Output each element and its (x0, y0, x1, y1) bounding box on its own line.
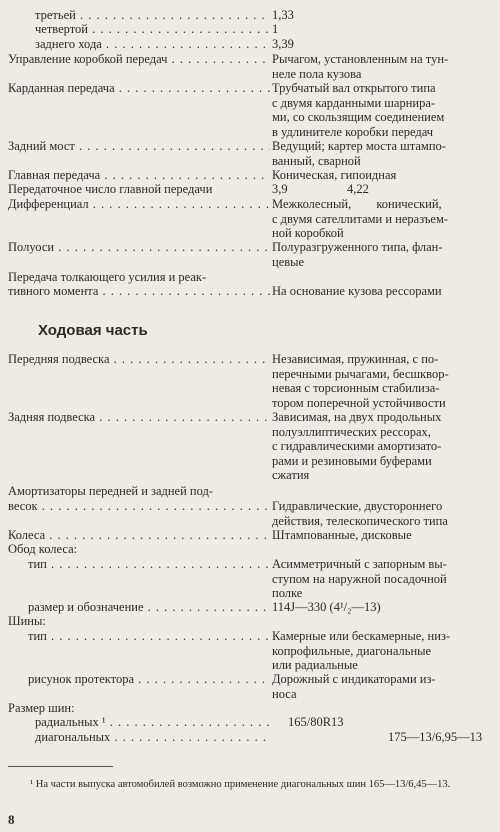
value-line: 165/80R13 (288, 715, 344, 729)
value-line: 175—13/6,95—13 (388, 730, 483, 744)
section-title: Ходовая часть (38, 322, 148, 339)
value-line: Трубчатый вал открытого типа (272, 81, 436, 95)
spec-value (272, 499, 492, 528)
spec-label: Передача толкающего усилия и реак- (8, 270, 207, 284)
value-line: полуэллиптических рессорах, (272, 424, 431, 439)
spec-value (272, 81, 492, 139)
spec-value (272, 8, 492, 23)
spec-label: радиальных ¹ . . . (35, 715, 270, 730)
spec-label: Карданная передача . . . (8, 81, 270, 96)
value-item: 4,22 (347, 182, 369, 196)
value-line: 114J—330 (4¹/₂—13) (272, 600, 381, 614)
value-line: 1 (272, 22, 279, 36)
value-line: Дорожный с индикаторами из- (272, 672, 436, 686)
value-line: Зависимая, на двух продольных (272, 410, 442, 424)
value-line: ной коробкой (272, 226, 344, 240)
spec-value (272, 37, 492, 52)
value-line: копрофильные, диагональные (272, 643, 432, 658)
value-line: Гидравлические, двустороннего (272, 499, 443, 513)
spec-value (272, 715, 492, 730)
spec-label: Дифференциал . . . (8, 197, 270, 212)
spec-label: Колеса . . . (8, 528, 270, 543)
value-line: Независимая, пружинная, с по- (272, 352, 439, 366)
spec-label: рисунок протектора . . . (28, 672, 270, 687)
value-item: 3,9 (272, 182, 288, 196)
value-line: Камерные или бескамерные, низ- (272, 629, 451, 643)
spec-label: Задняя подвеска . . . (8, 410, 270, 425)
value-line: в удлинителе коробки передач (272, 124, 434, 139)
spec-label: Передняя подвеска . . . (8, 352, 270, 367)
value-line: с гидравлическими амортизато- (272, 439, 442, 453)
spec-label: заднего хода . . . (35, 37, 270, 52)
spec-label: Задний мост . . . (8, 139, 270, 154)
value-line: или радиальные (272, 658, 358, 672)
value-line: действия, телескопического типа (272, 513, 448, 528)
spec-value (272, 352, 492, 410)
spec-label: Шины: (8, 614, 46, 628)
spec-value (272, 240, 492, 269)
value-line: Ведущий; картер моста штампо- (272, 139, 446, 153)
spec-value (272, 600, 492, 615)
value-line: с двумя карданными шарнира- (272, 95, 436, 110)
value-line: ступом на наружной посадочной (272, 571, 447, 586)
spec-value (272, 557, 492, 601)
spec-label: третьей . . . (35, 8, 270, 23)
value-line: ванный, сварной (272, 153, 361, 168)
value-line: цевые (272, 254, 305, 269)
value-line: с двумя сателлитами и неразъем- (272, 211, 449, 226)
spec-label: Управление коробкой передач . . . (8, 52, 270, 67)
value-line: рами и резиновыми буферами (272, 453, 432, 468)
value-line: Рычагом, установленным на тун- (272, 52, 449, 66)
value-line: невая с торсионным стабилиза- (272, 381, 440, 395)
spec-label: тип . . . (28, 629, 270, 644)
value-line: Штампованные, дисковые (272, 528, 412, 542)
spec-label: Полуоси . . . (8, 240, 270, 255)
spec-value (272, 629, 492, 673)
spec-value (272, 410, 492, 483)
value-line: полке (272, 586, 303, 600)
spec-label: весок . . . (8, 499, 270, 514)
spec-label: четвертой . . . (35, 22, 270, 37)
value-line: Полуразгруженного типа, флан- (272, 240, 443, 254)
footnote: ¹ На части выпуска автомобилей возможно применение диагональных шин 165—13/6,45—13. (30, 779, 451, 790)
value-line: 1,33 (272, 8, 294, 22)
page-number: 8 (8, 812, 15, 827)
value-line: перечными рычагами, бесшквор- (272, 366, 449, 381)
value-line: Коническая, гипоидная (272, 168, 397, 182)
spec-value (272, 730, 492, 745)
value-line: тором поперечной устойчивости (272, 395, 446, 410)
value-line: 3,39 (272, 37, 294, 51)
value-line: сжатия (272, 468, 310, 482)
spec-label: тип . . . (28, 557, 270, 572)
spec-value (272, 284, 492, 299)
value-line: носа (272, 686, 297, 701)
spec-value (272, 139, 492, 168)
spec-value (272, 672, 492, 701)
spec-label: Главная передача . . . (8, 168, 270, 183)
spec-label: тивного момента . . . (8, 284, 270, 299)
spec-label: размер и обозначение . . . (28, 600, 270, 615)
value-line: Межколесный, конический, (272, 197, 442, 211)
spec-value (272, 22, 492, 37)
footnote-divider (8, 766, 113, 767)
value-line: На основание кузова рессорами (272, 284, 442, 298)
spec-label: Передаточное число главной передачи (8, 182, 213, 196)
spec-label: Обод колеса: (8, 542, 78, 556)
spec-label: Размер шин: (8, 701, 75, 715)
spec-value (272, 168, 492, 183)
value-line: неле пола кузова (272, 66, 362, 81)
spec-value (272, 528, 492, 543)
spec-value (272, 52, 492, 81)
spec-label: Амортизаторы передней и задней под- (8, 484, 214, 498)
spec-value (272, 197, 492, 241)
value-line: Асимметричный с запорным вы- (272, 557, 447, 571)
value-line: ми, со скользящим соединением (272, 110, 445, 124)
spec-label: диагональных . . . (35, 730, 270, 745)
